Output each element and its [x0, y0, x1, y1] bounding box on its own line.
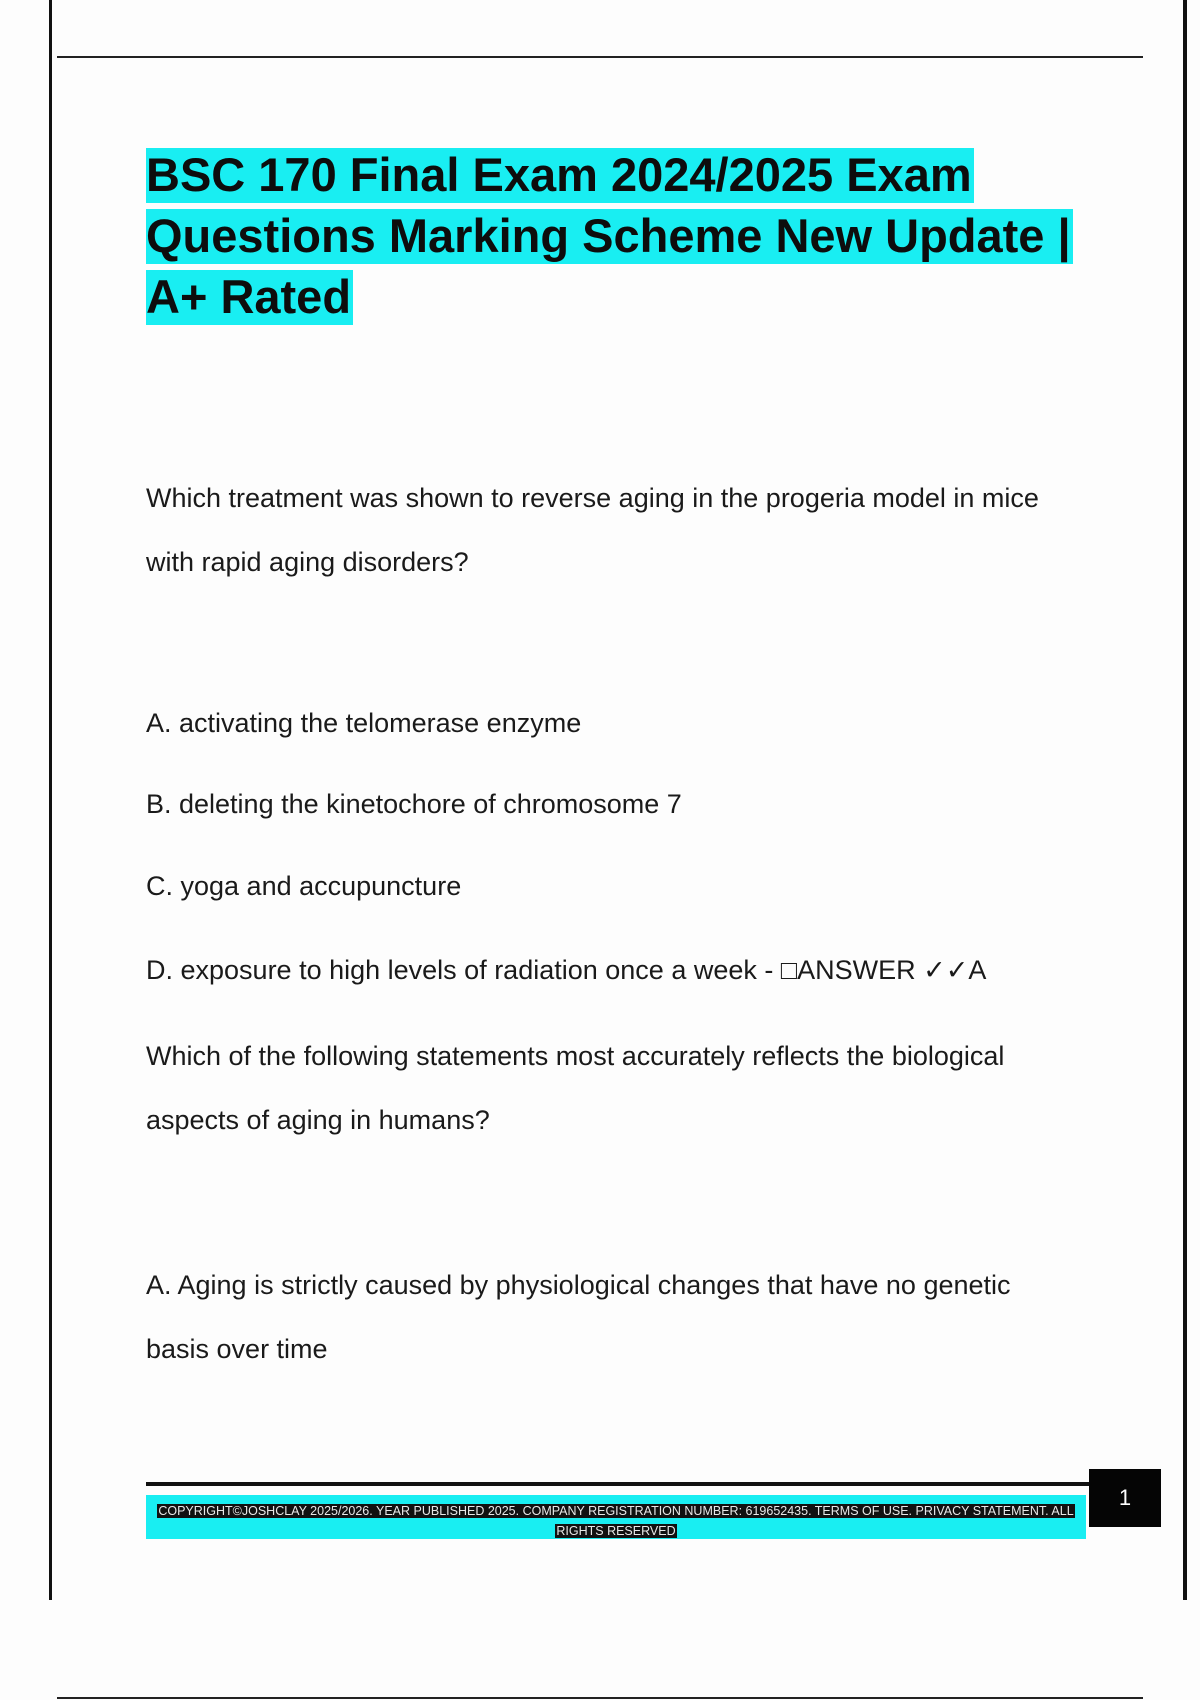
page-number: 1	[1089, 1469, 1161, 1527]
question-1-option-a: A. activating the telomerase enzyme	[146, 708, 582, 738]
footer-copyright	[146, 1501, 1086, 1541]
footer-copyright-text: COPYRIGHT©JOSHCLAY 2025/2026. YEAR PUBLISHED 2025. COMPANY REGISTRATION NUMBER: 619652435. TERMS OF USE. PRIVACY STATEMENT. ALL RIGHTS RESERVED	[158, 1504, 1074, 1538]
question-1-line-1: Which treatment was shown to reverse aging in the progeria model in mice	[146, 483, 1039, 513]
question-1-line-2: with rapid aging disorders?	[146, 547, 469, 577]
footer-rule	[146, 1482, 1090, 1486]
page-border-left	[49, 0, 52, 1600]
question-1-option-b: B. deleting the kinetochore of chromosome 7	[146, 789, 682, 819]
page-border-right	[1183, 0, 1187, 1600]
question-2-line-1: Which of the following statements most accurately reflects the biological	[146, 1041, 1005, 1071]
document-title	[146, 144, 1106, 327]
question-2-option-a-line-1: A. Aging is strictly caused by physiological changes that have no genetic	[146, 1270, 1011, 1300]
question-1-option-c: C. yoga and accupuncture	[146, 871, 462, 901]
next-page-rule	[57, 1697, 1143, 1699]
question-2-line-2: aspects of aging in humans?	[146, 1105, 490, 1135]
question-1-option-d: D. exposure to high levels of radiation once a week - □ANSWER ✓✓A	[146, 955, 987, 985]
document-title-text: BSC 170 Final Exam 2024/2025 Exam Questions Marking Scheme New Update | A+ Rated	[146, 148, 1071, 323]
header-rule	[57, 56, 1143, 58]
question-2-option-a-line-2: basis over time	[146, 1334, 328, 1364]
